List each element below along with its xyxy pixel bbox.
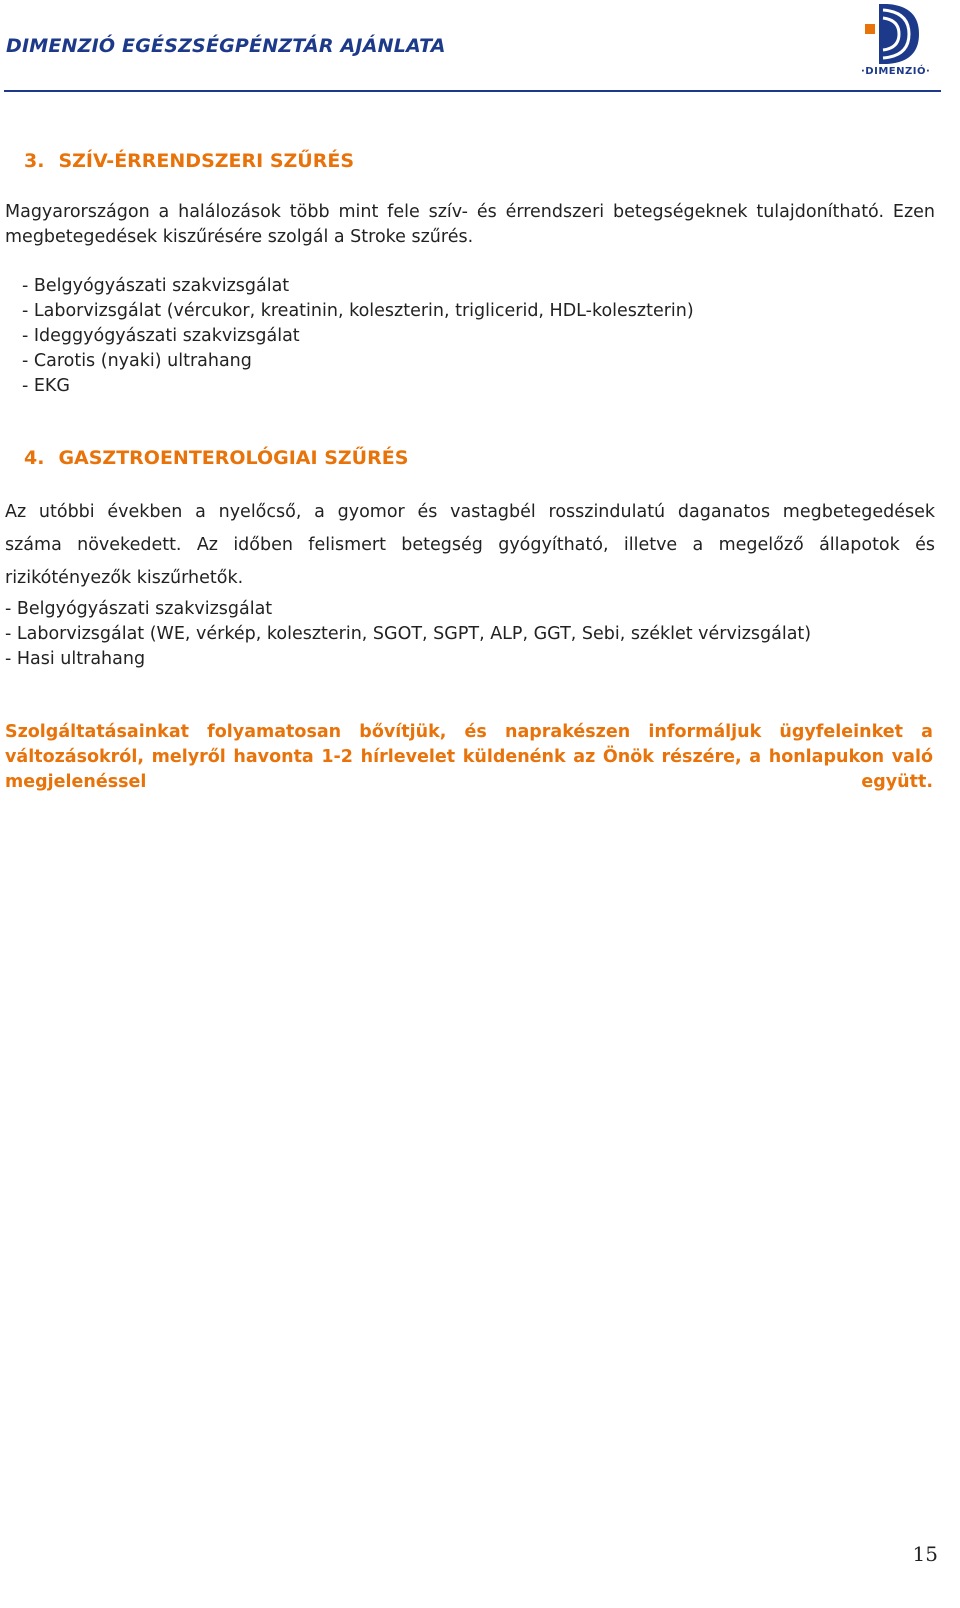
- list-item: - Laborvizsgálat (vércukor, kreatinin, koleszterin, triglicerid, HDL-koleszterin): [22, 301, 694, 321]
- page-header: [4, 0, 941, 92]
- list-item: - Ideggyógyászati szakvizsgálat: [22, 326, 300, 346]
- list-item: - Hasi ultrahang: [5, 649, 146, 669]
- section-3-number: 3.: [24, 150, 45, 172]
- section-3-title: SZÍV-ÉRRENDSZERI SZŰRÉS: [58, 150, 355, 172]
- list-item: - Belgyógyászati szakvizsgálat: [5, 599, 273, 619]
- section-3-list: [22, 274, 694, 399]
- list-item: - Carotis (nyaki) ultrahang: [22, 351, 252, 371]
- section-3-intro-line: Magyarországon a halálozások több mint fele szív- és érrendszeri betegségeknek tulajdonítható. Ezen: [5, 202, 935, 222]
- dimenzio-logo: [861, 2, 931, 82]
- page-number: 15: [912, 1542, 938, 1566]
- section-4-intro-line: száma növekedett. Az időben felismert betegség gyógyítható, illetve a megelőző állapotok és: [5, 535, 935, 555]
- logo-text: ·DIMENZIÓ·: [861, 66, 931, 77]
- section-4-intro-line: rizikótényezők kiszűrhetők.: [5, 568, 244, 588]
- list-item: - Belgyógyászati szakvizsgálat: [22, 276, 290, 296]
- section-3-intro: [5, 200, 935, 250]
- services-notice: [5, 720, 933, 795]
- section-3-intro-line: megbetegedések kiszűrésére szolgál a Stroke szűrés.: [5, 227, 474, 247]
- services-notice-text: Szolgáltatásainkat folyamatosan bővítjük, és naprakészen informáljuk ügyfeleinket a változásokról, melyről havonta 1-2 hírlevelet küldenénk az Önök részére, a honlapukon való megjelenéssel együtt.: [5, 722, 933, 792]
- section-4-heading: [24, 447, 408, 469]
- section-4-title: GASZTROENTEROLÓGIAI SZŰRÉS: [58, 447, 409, 469]
- section-3-heading: [24, 150, 354, 172]
- section-4-intro: [5, 496, 935, 595]
- header-title: DIMENZIÓ EGÉSZSÉGPÉNZTÁR AJÁNLATA: [6, 35, 446, 57]
- section-4-list: [5, 597, 811, 672]
- list-item: - EKG: [22, 376, 70, 396]
- section-4-number: 4.: [24, 447, 45, 469]
- list-item: - Laborvizsgálat (WE, vérkép, koleszterin, SGOT, SGPT, ALP, GGT, Sebi, széklet vérvizsgálat): [5, 624, 812, 644]
- dimenzio-logo-icon: [861, 2, 927, 66]
- section-4-intro-line: Az utóbbi években a nyelőcső, a gyomor és vastagbél rosszindulatú daganatos megbetegedések: [5, 502, 935, 522]
